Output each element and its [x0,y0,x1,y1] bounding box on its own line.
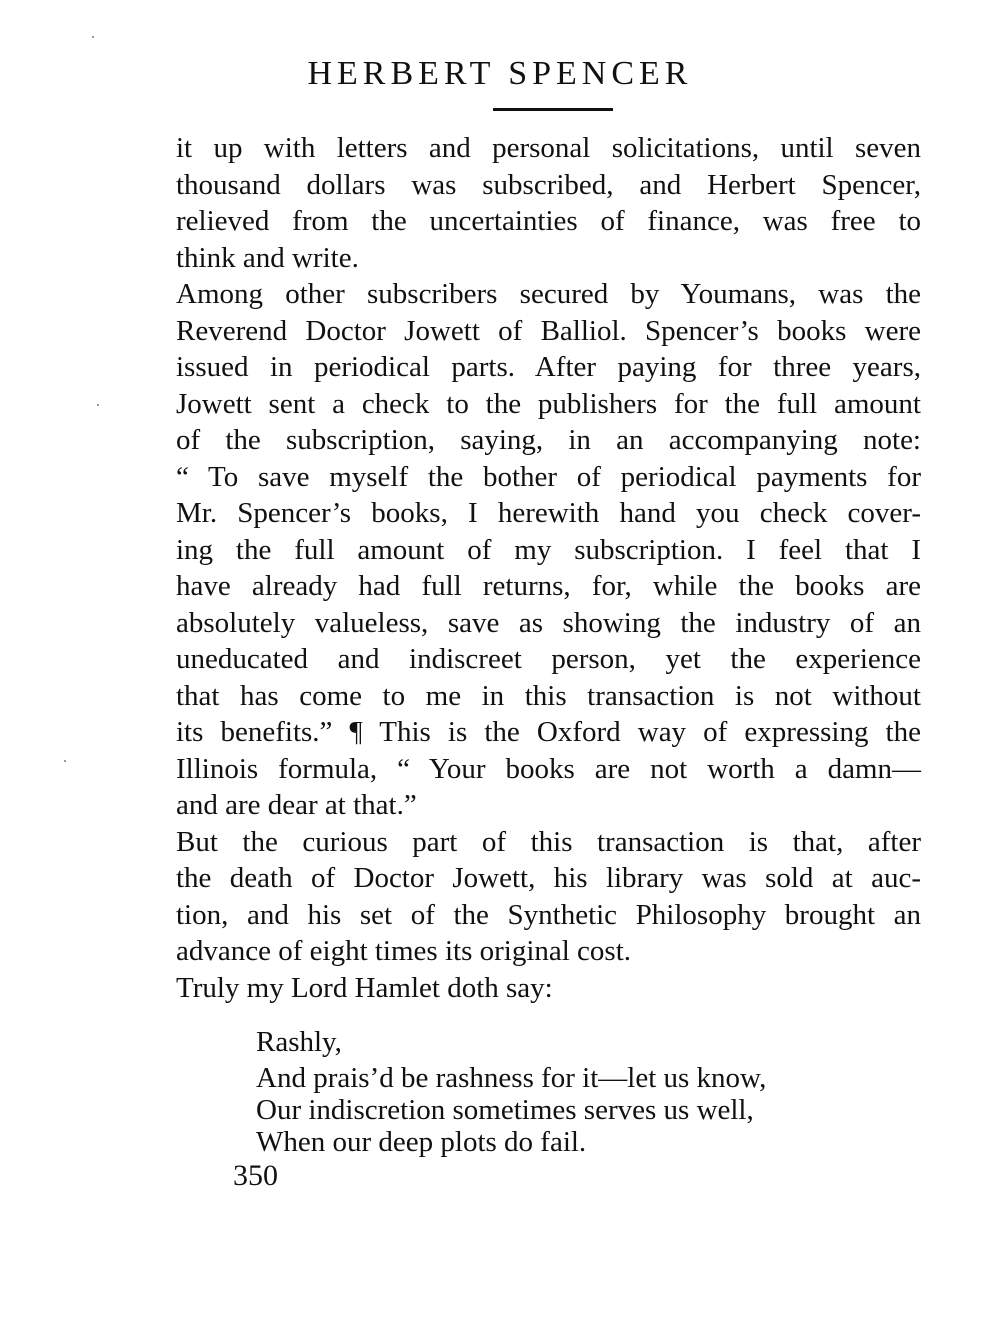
scan-speck [92,36,94,38]
text-line: Reverend Doctor Jowett of Balliol. Spencer’s books were [176,314,921,347]
text-line: uneducated and indiscreet person, yet the experience [176,643,921,675]
scan-speck [97,404,99,406]
text-line: that has come to me in this transaction is not without [176,679,921,712]
text-line: Mr. Spencer’s books, I herewith hand you check cover- [176,497,921,529]
text-line: Illinois formula, “ Your books are not worth a damn— [176,752,921,785]
verse-line: And prais’d be rashness for it—let us know, [256,1062,767,1094]
header-rule [493,108,613,111]
text-line-last: advance of eight times its original cost. [176,935,632,967]
text-line: Among other subscribers secured by Youmans, was the [176,278,921,310]
body-text [176,130,921,1006]
scan-speck [64,760,66,762]
text-line: its benefits.” ¶ This is the Oxford way of expressing the [176,716,921,748]
page-number: 350 [233,1159,278,1192]
text-line-last: Truly my Lord Hamlet doth say: [176,971,553,1004]
text-line: it up with letters and personal solicitations, until seven [176,132,921,164]
text-line: of the subscription, saying, in an accompanying note: [176,424,921,456]
text-line: thousand dollars was subscribed, and Herbert Spencer, [176,168,921,201]
text-line: Jowett sent a check to the publishers for the full amount [176,387,921,420]
text-line: relieved from the uncertainties of finance, was free to [176,205,921,237]
text-line: the death of Doctor Jowett, his library was sold at auc- [176,862,921,894]
text-line: tion, and his set of the Synthetic Philosophy brought an [176,898,921,931]
text-line: have already had full returns, for, while the books are [176,570,921,602]
verse-line: Our indiscretion sometimes serves us well, [256,1094,754,1126]
verse-line: Rashly, [256,1026,342,1058]
text-line: issued in periodical parts. After paying for three years, [176,351,921,383]
text-line-last: and are dear at that.” [176,789,417,821]
text-line: “ To save myself the bother of periodical payments for [176,460,921,493]
text-line: But the curious part of this transaction is that, after [176,825,921,858]
text-line: ing the full amount of my subscription. I feel that I [176,533,921,566]
text-line: absolutely valueless, save as showing the industry of an [176,606,921,639]
verse-line: When our deep plots do fail. [256,1126,587,1158]
verse-quotation [256,1026,896,1158]
text-line-last: think and write. [176,241,359,274]
running-title: HERBERT SPENCER [307,55,693,92]
